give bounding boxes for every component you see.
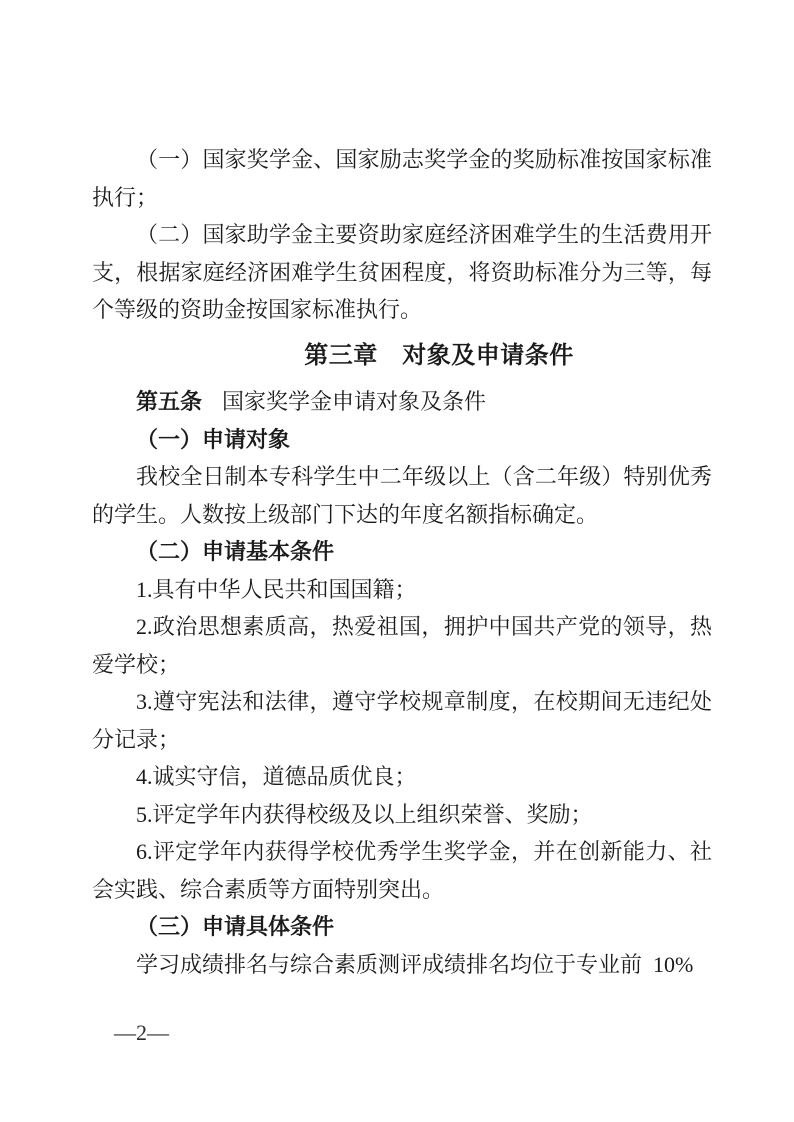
paragraph-grant-standard: （二）国家助学金主要资助家庭经济困难学生的生活费用开支，根据家庭经济困难学生贫困程度，将资助标准分为三等，每个等级的资助金按国家标准执行。 [92, 222, 712, 322]
section-3-heading: （三）申请具体条件 [136, 914, 335, 939]
condition-item-2: 2.政治思想素质高，热爱祖国，拥护中国共产党的领导，热爱学校； [92, 614, 712, 677]
condition-item-1: 1.具有中华人民共和国国籍； [136, 576, 417, 602]
condition-item-3: 3.遵守宪法和法律，遵守学校规章制度，在校期间无违纪处分记录； [92, 689, 712, 752]
document-content [92, 141, 712, 983]
condition-item-4: 4.诚实守信，道德品质优良； [136, 764, 417, 789]
article-title: 国家奖学金申请对象及条件 [222, 389, 487, 414]
condition-item-6: 6.评定学年内获得学校优秀学生奖学金，并在创新能力、社会实践、综合素质等方面特别突出。 [92, 839, 712, 902]
chapter-heading: 第三章 对象及申请条件 [304, 341, 574, 369]
section-1-heading: （一）申请对象 [136, 426, 291, 452]
section-3-body: 学习成绩排名与综合素质测评成绩排名均位于专业前 10% [136, 951, 694, 977]
page-number: —2— [114, 1020, 169, 1045]
section-2-heading: （二）申请基本条件 [136, 539, 335, 564]
section-1-body: 我校全日制本专科学生中二年级以上（含二年级）特别优秀的学生。人数按上级部门下达的年度名额指标确定。 [92, 464, 712, 527]
condition-item-5: 5.评定学年内获得校级及以上组织荣誉、奖励； [136, 801, 593, 827]
article-number-label: 第五条 [136, 389, 203, 414]
paragraph-reward-standard: （一）国家奖学金、国家励志奖学金的奖励标准按国家标准执行； [92, 147, 712, 210]
article-heading [92, 383, 712, 421]
